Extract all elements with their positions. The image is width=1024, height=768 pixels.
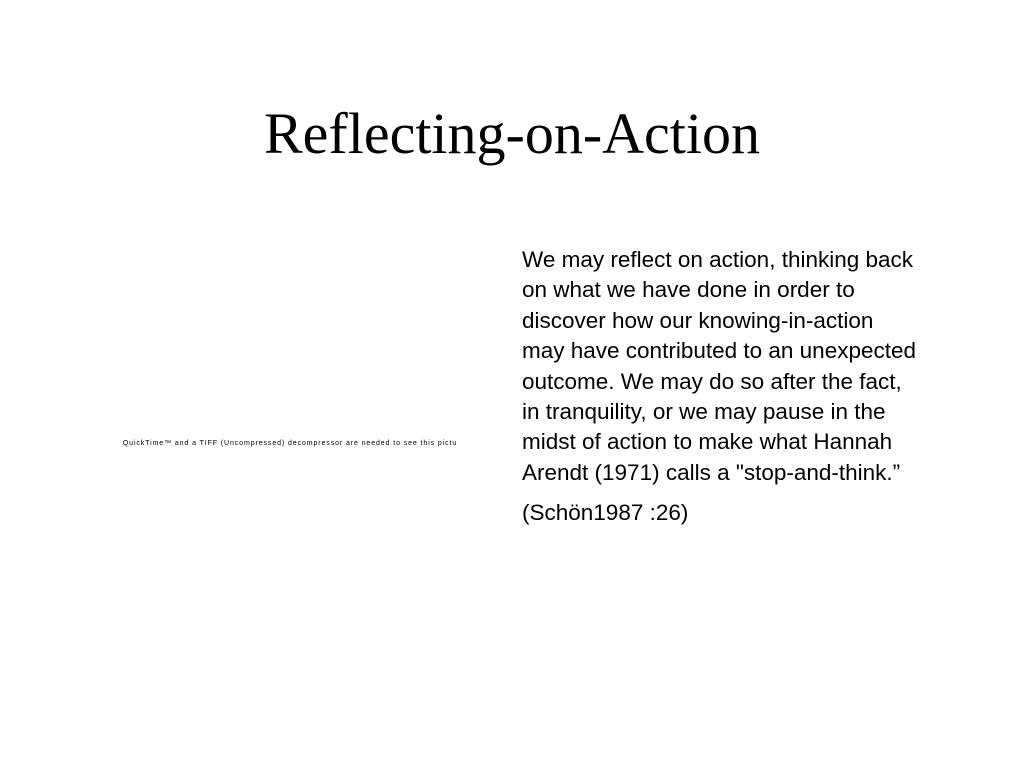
image-placeholder-text: QuickTime™ and a TIFF (Uncompressed) decompressor are needed to see this pictu [122,439,458,447]
quote-paragraph: We may reflect on action, thinking back on what we have done in order to discover how our knowing-in-action may have contributed to an unexpected outcome. We may do so after the fact, in tranquility, or we may pause in the midst of action to make what Hannah Arendt (1971) calls a "stop-and-think.” [522,247,917,485]
slide-title: Reflecting-on-Action [263,101,761,166]
body-text-block [522,245,922,529]
citation: (Schön1987 :26) [522,500,689,526]
image-placeholder [120,434,460,452]
